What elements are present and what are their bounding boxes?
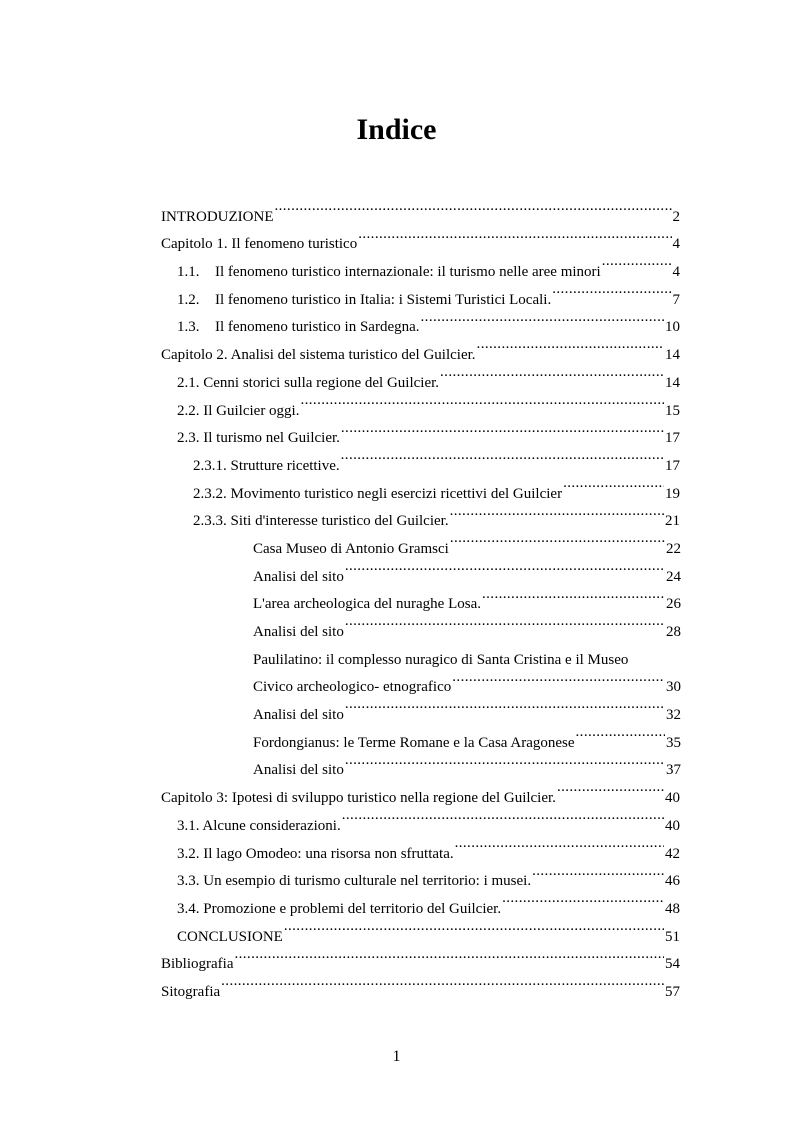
toc-entry-label: 2.3.3. Siti d'interesse turistico del Guilcier. (193, 513, 449, 530)
leader-dots (300, 387, 664, 415)
toc-entry[interactable] (0, 470, 680, 502)
leader-dots (450, 498, 664, 526)
toc-entry-page: 10 (665, 319, 680, 336)
leader-dots (341, 415, 664, 443)
leader-dots (532, 858, 664, 886)
toc-entry-label: 3.1. Alcune considerazioni. (177, 817, 341, 834)
toc-entry[interactable] (0, 442, 680, 474)
toc-entry[interactable] (0, 941, 680, 973)
toc-entry[interactable] (0, 193, 680, 225)
toc-entry-page: 48 (665, 900, 680, 917)
toc-entry-label: Analisi del sito (253, 624, 344, 640)
toc-entry-page: 7 (672, 291, 680, 308)
leader-dots (358, 221, 671, 249)
toc-entry[interactable] (0, 553, 681, 585)
toc-entry-label: 3.4. Promozione e problemi del territorio del Guilcier. (177, 900, 502, 917)
toc-entry-label: CONCLUSIONE (177, 928, 283, 945)
toc-entry[interactable] (0, 885, 680, 917)
leader-dots (502, 885, 664, 913)
toc-entry-page: 40 (665, 817, 680, 834)
toc-entry-label: 2.2. Il Guilcier oggi. (177, 402, 300, 419)
toc-entry[interactable] (0, 608, 681, 640)
toc-entry-label: Sitografia (161, 983, 221, 1000)
toc-entry[interactable] (0, 415, 680, 447)
toc-entry[interactable] (0, 221, 680, 253)
toc-entry-page: 30 (666, 679, 681, 696)
toc-entry-label: Capitolo 2. Analisi del sistema turistico del Guilcier. (161, 347, 476, 364)
toc-entry-label: Analisi del sito (253, 568, 344, 585)
toc-entry-text: Il fenomeno turistico internazionale: il turismo nelle aree minori (215, 264, 601, 281)
leader-dots (440, 359, 664, 387)
leader-dots (557, 774, 664, 802)
toc-entry-page: 37 (666, 762, 681, 779)
toc-entry-page: 21 (665, 513, 680, 530)
toc-entry-page: 17 (665, 430, 680, 447)
leader-dots (477, 331, 664, 359)
toc-entry-label: Analisi del sito (253, 762, 344, 779)
leader-dots (450, 525, 665, 553)
toc-entry[interactable] (0, 387, 680, 419)
toc-entry[interactable] (0, 525, 681, 557)
toc-entry-page: 24 (666, 568, 681, 585)
page-title: Indice (356, 113, 437, 146)
toc-entry[interactable] (0, 498, 680, 530)
toc-entry-label: 2.1. Cenni storici sulla regione del Guilcier. (177, 374, 440, 391)
toc-entry-page: 35 (666, 734, 681, 751)
toc-entry-page: 19 (665, 485, 680, 502)
toc-entry-page: 28 (666, 624, 681, 640)
leader-dots (421, 304, 664, 332)
table-of-contents (0, 193, 793, 1000)
toc-entry-label: 2.3.2. Movimento turistico negli esercizi ricettivi del Guilcier (193, 485, 563, 502)
toc-entry[interactable] (0, 913, 680, 945)
toc-entry-label: Capitolo 1. Il fenomeno turistico (161, 236, 358, 253)
leader-dots (563, 470, 664, 498)
toc-entry-page: 14 (665, 347, 680, 364)
toc-entry-page: 54 (665, 956, 680, 973)
toc-entry-label: Civico archeologico- etnografico (253, 679, 452, 696)
toc-entry-page: 40 (665, 790, 680, 807)
leader-dots (452, 664, 665, 692)
toc-entry-label: Analisi del sito (253, 707, 344, 724)
toc-entry[interactable] (0, 774, 680, 807)
toc-entry-label: 2.3.1. Strutture ricettive. (193, 457, 340, 474)
leader-dots (221, 968, 664, 996)
toc-entry-page: 51 (665, 928, 680, 945)
toc-entry-page: 46 (665, 873, 680, 890)
toc-entry-page: 4 (672, 264, 680, 281)
toc-entry-label: INTRODUZIONE (161, 208, 274, 225)
toc-entry-text: Il fenomeno turistico in Italia: i Sistemi Turistici Locali. (215, 291, 552, 308)
toc-entry-label: 3.3. Un esempio di turismo culturale nel territorio: i musei. (177, 873, 532, 890)
leader-dots (552, 276, 671, 304)
toc-entry-number: 1.3. (177, 319, 200, 336)
toc-entry[interactable] (0, 802, 680, 834)
toc-entry-label: Paulilatino: il complesso nuragico di Santa Cristina e il Museo (253, 651, 629, 668)
toc-entry[interactable] (0, 636, 681, 668)
leader-dots (341, 442, 664, 470)
toc-entry[interactable] (0, 747, 681, 779)
toc-entry-text: Il fenomeno turistico in Sardegna. (215, 319, 420, 336)
leader-dots (345, 747, 665, 775)
page-number: 1 (392, 1048, 401, 1065)
leader-dots (345, 691, 665, 719)
toc-entry[interactable] (0, 858, 680, 890)
toc-entry-label: 2.3. Il turismo nel Guilcier. (177, 430, 340, 447)
toc-entry-page: 15 (665, 402, 680, 419)
leader-dots (234, 941, 664, 969)
toc-entry-page: 22 (666, 540, 681, 557)
leader-dots (345, 608, 665, 636)
toc-entry[interactable] (0, 331, 680, 364)
leader-dots (576, 719, 665, 747)
leader-dots (274, 193, 671, 221)
toc-entry-page: 57 (665, 983, 680, 1000)
toc-entry-page: 14 (665, 374, 680, 391)
leader-dots (629, 636, 680, 664)
toc-entry-label: Capitolo 3: Ipotesi di sviluppo turistico nella regione del Guilcier. (161, 790, 556, 807)
toc-entry-label: 3.2. Il lago Omodeo: una risorsa non sfruttata. (177, 845, 454, 862)
toc-entry-label: Fordongianus: le Terme Romane e la Casa Aragonese (253, 734, 575, 751)
leader-dots (482, 581, 665, 609)
toc-entry[interactable] (0, 830, 680, 862)
leader-dots (345, 553, 665, 581)
leader-dots (602, 248, 672, 276)
toc-entry[interactable] (0, 581, 681, 613)
leader-dots (284, 913, 664, 941)
toc-entry[interactable] (0, 719, 681, 751)
toc-entry-page: 42 (665, 845, 680, 862)
toc-entry-number: 1.2. (177, 291, 200, 308)
toc-entry-label: L'area archeologica del nuraghe Losa. (253, 596, 481, 613)
toc-entry-label: Bibliografia (161, 956, 234, 973)
toc-entry-number: 1.1. (177, 264, 200, 281)
toc-entry[interactable] (0, 664, 681, 696)
toc-entry[interactable] (0, 304, 680, 336)
leader-dots (342, 802, 664, 830)
toc-entry-page: 4 (672, 236, 680, 253)
toc-entry-page: 26 (666, 596, 681, 613)
toc-entry-page: 32 (666, 707, 681, 724)
toc-entry-page: 2 (672, 208, 680, 225)
toc-entry-label: Casa Museo di Antonio Gramsci (253, 540, 449, 557)
toc-entry-page: 17 (665, 457, 680, 474)
toc-entry[interactable] (0, 691, 681, 724)
toc-entry[interactable] (0, 248, 680, 281)
toc-entry[interactable] (0, 359, 680, 391)
toc-entry[interactable] (0, 968, 680, 1000)
leader-dots (455, 830, 664, 858)
toc-entry[interactable] (0, 276, 680, 308)
